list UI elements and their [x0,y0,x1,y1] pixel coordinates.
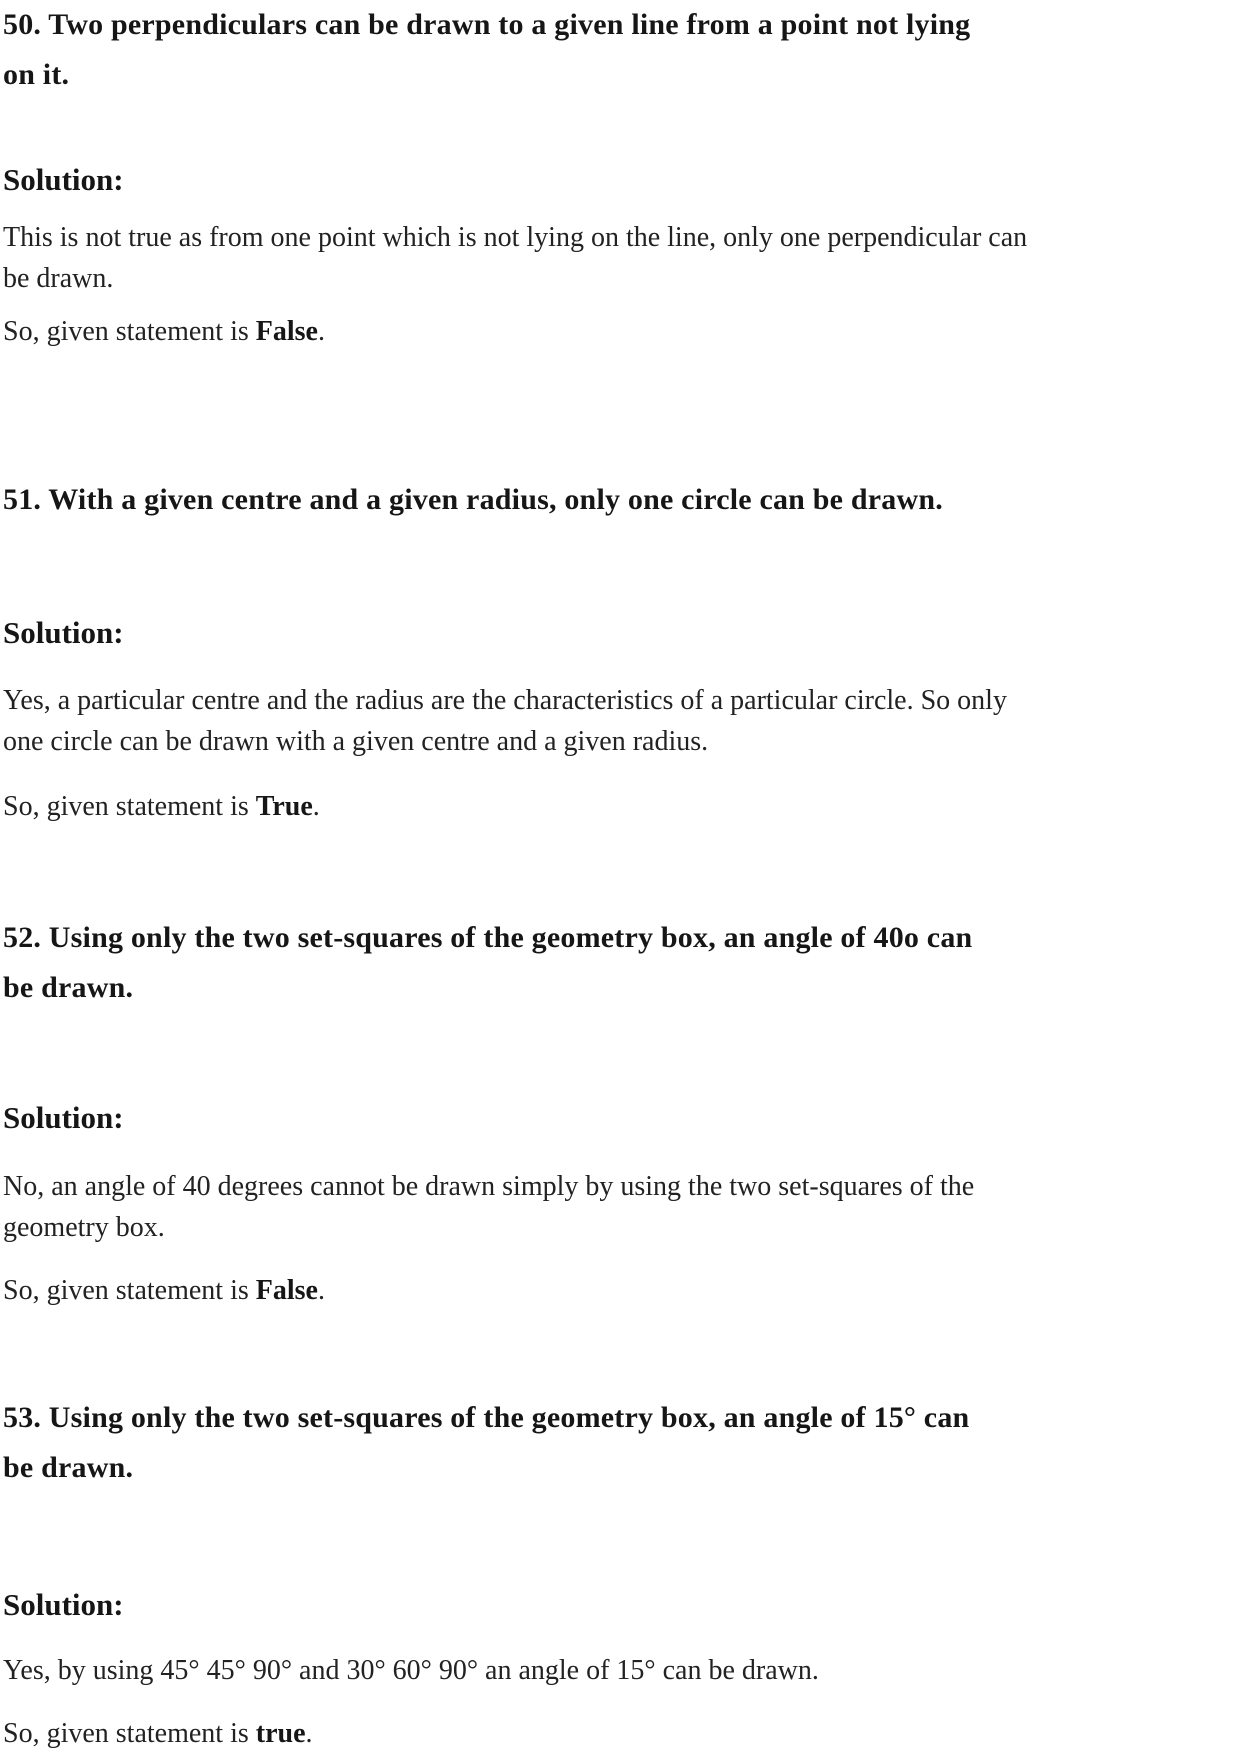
verdict-suffix: . [305,1718,313,1749]
question-block-52 [3,913,1236,1310]
solution-line: No, an angle of 40 degrees cannot be drawn simply by using the two set-squares of the [3,1171,975,1202]
question-line: 52. Using only the two set-squares of the geometry box, an angle of 40o can [3,921,973,954]
solution-paragraph [3,1650,1236,1691]
question-line: on it. [3,58,70,91]
verdict-suffix: . [312,791,320,822]
solution-line: one circle can be drawn with a given centre and a given radius. [3,726,709,757]
solution-line: Yes, a particular centre and the radius are the characteristics of a particular circle. So only [3,685,1007,716]
solution-line: geometry box. [3,1212,165,1243]
verdict-line [3,313,1236,351]
verdict-prefix: So, given statement is [3,316,256,347]
question-line: 50. Two perpendiculars can be drawn to a given line from a point not lying [3,8,971,41]
verdict-prefix: So, given statement is [3,1275,256,1306]
question-block-51 [3,475,1236,826]
question-heading [3,0,1236,100]
solution-paragraph [3,680,1236,762]
solution-paragraph [3,1166,1236,1248]
question-line: be drawn. [3,1451,134,1484]
verdict-prefix: So, given statement is [3,1718,256,1749]
solution-label: Solution: [3,1100,124,1135]
solution-label: Solution: [3,162,124,197]
question-block-50 [3,0,1236,351]
question-line: 51. With a given centre and a given radius, only one circle can be drawn. [3,483,943,516]
solution-line: Yes, by using 45° 45° 90° and 30° 60° 90° an angle of 15° can be drawn. [3,1655,819,1686]
verdict-line [3,1715,1236,1753]
question-heading [3,1393,1236,1493]
verdict-word: true [255,1718,306,1749]
verdict-prefix: So, given statement is [3,791,256,822]
solution-line: This is not true as from one point which is not lying on the line, only one perpendicular can [3,222,1028,253]
solution-paragraph [3,217,1236,299]
question-line: 53. Using only the two set-squares of the geometry box, an angle of 15° can [3,1401,970,1434]
question-block-53 [3,1393,1236,1753]
verdict-line [3,788,1236,826]
solution-label: Solution: [3,615,124,650]
solution-line: be drawn. [3,263,114,294]
solution-label: Solution: [3,1587,124,1622]
verdict-suffix: . [317,1275,325,1306]
verdict-line [3,1272,1236,1310]
question-line: be drawn. [3,971,134,1004]
verdict-word: False [255,1275,318,1306]
verdict-suffix: . [317,316,325,347]
question-heading [3,475,1236,525]
question-heading [3,913,1236,1013]
verdict-word: False [255,316,318,347]
verdict-word: True [255,791,313,822]
